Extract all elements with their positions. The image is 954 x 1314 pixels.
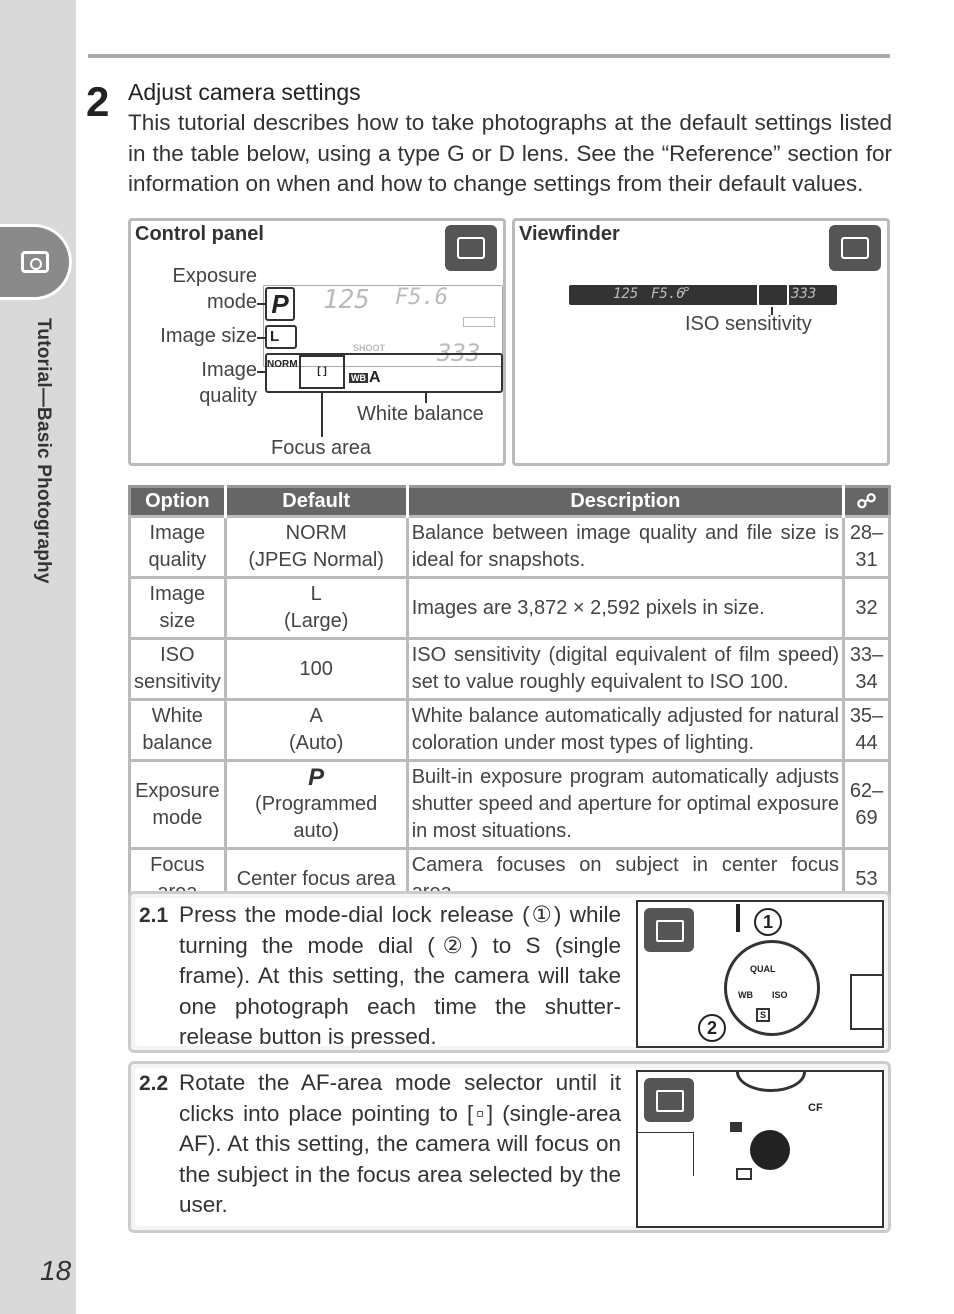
option-cell: White balance bbox=[130, 700, 226, 761]
description-cell: Built-in exposure program automatically adjusts shutter speed and aperture for optimal exposure in most situations. bbox=[407, 761, 843, 849]
callout-1: 1 bbox=[754, 908, 782, 936]
dial-label: WB bbox=[738, 990, 753, 1000]
substep-text: Press the mode-dial lock release (①) while turning the mode dial (②) to S (single frame). At this setting, the camera will take one photograph each time the shutter-release button is pressed. bbox=[179, 902, 621, 1049]
top-rule bbox=[88, 54, 890, 58]
substep-2-1 bbox=[128, 891, 891, 1053]
column-header: Default bbox=[225, 487, 407, 517]
column-header: Option bbox=[130, 487, 226, 517]
default-settings-table bbox=[128, 485, 891, 911]
description-cell: White balance automatically adjusted for natural coloration under most types of lighting. bbox=[407, 700, 843, 761]
viewfinder-figure bbox=[512, 218, 890, 466]
mode-dial bbox=[724, 940, 820, 1036]
lcd-wb-tag: WB bbox=[351, 373, 366, 383]
dial-label: QUAL bbox=[750, 964, 776, 974]
camera-body-detail bbox=[850, 974, 884, 1030]
substep-number: 2.2 bbox=[139, 1072, 169, 1095]
lcd-count: 333 bbox=[437, 339, 481, 367]
default-note: (Programmed auto) bbox=[255, 793, 378, 842]
camera-body-detail bbox=[638, 1132, 694, 1176]
selector-label: CF bbox=[808, 1102, 823, 1114]
lcd-mode: P bbox=[265, 287, 295, 321]
description-cell: Camera focuses on subject in center focus bbox=[407, 849, 843, 910]
column-header: Description bbox=[407, 487, 843, 517]
default-cell bbox=[225, 700, 407, 761]
page-ref-cell: 53 bbox=[844, 849, 890, 910]
table-row bbox=[130, 700, 890, 761]
dial-label: S bbox=[756, 1008, 770, 1022]
default-cell bbox=[225, 517, 407, 578]
vf-mode: P bbox=[683, 286, 690, 297]
option-cell: Exposure mode bbox=[130, 761, 226, 849]
description-cell: ISO sensitivity (digital equivalent of film speed) set to value roughly equivalent to ISO 100. bbox=[407, 639, 843, 700]
substep-text: Rotate the AF-area mode selector until it clicks into place pointing to [▫] (single-area AF). At this setting, the camera will focus on the subject in the focus area selected by the user. bbox=[179, 1070, 621, 1217]
lcd-wb-value: A bbox=[369, 369, 381, 386]
default-note: (Large) bbox=[283, 610, 349, 632]
lcd-aperture: F5.6 bbox=[395, 285, 448, 310]
label-white-balance: White balance bbox=[357, 403, 484, 425]
lcd-shutter: 125 bbox=[323, 285, 370, 315]
single-area-af-icon bbox=[736, 1168, 752, 1180]
page-ref-cell: 35–44 bbox=[844, 700, 890, 761]
substep-number: 2.1 bbox=[139, 904, 169, 927]
description-cell: Images are 3,872 × 2,592 pixels in size. bbox=[407, 578, 843, 639]
option-cell: Focus bbox=[130, 849, 226, 910]
table-header-row bbox=[130, 487, 890, 517]
program-mode-icon: P bbox=[308, 764, 325, 791]
default-cell bbox=[225, 639, 407, 700]
viewfinder-icon bbox=[829, 225, 881, 271]
description-cell: Balance between image quality and file size is ideal for snapshots. bbox=[407, 517, 843, 578]
down-arrow-icon bbox=[736, 904, 740, 932]
shooting-menu-icon bbox=[644, 908, 694, 952]
vf-shutter: 125 bbox=[613, 286, 639, 302]
leader-line bbox=[257, 337, 265, 339]
viewfinder-display bbox=[569, 285, 837, 305]
label-iso-sensitivity: ISO sensitivity bbox=[685, 313, 812, 335]
section-tab[interactable] bbox=[0, 224, 72, 300]
leader-line bbox=[425, 393, 427, 403]
page-ref-cell: 28–31 bbox=[844, 517, 890, 578]
lcd-quality: NORM bbox=[267, 359, 298, 370]
section-label: Tutorial—Basic Photography bbox=[33, 318, 54, 584]
default-value: NORM bbox=[285, 522, 347, 544]
focus-bracket-icon: [ ] bbox=[299, 355, 345, 389]
callout-2: 2 bbox=[698, 1014, 726, 1042]
page-ref-cell: 32 bbox=[844, 578, 890, 639]
lens-mount-edge bbox=[736, 1070, 806, 1092]
dial-label: ISO bbox=[772, 990, 788, 1000]
panel-title: Control panel bbox=[135, 223, 264, 245]
leader-line bbox=[257, 371, 265, 373]
reference-page-icon: ☍ bbox=[844, 487, 890, 517]
table-row bbox=[130, 517, 890, 578]
table-row bbox=[130, 639, 890, 700]
default-value: 100 bbox=[299, 657, 333, 680]
focus-menu-icon bbox=[644, 1078, 694, 1122]
vf-aperture: F5.6 bbox=[651, 286, 685, 302]
af-area-selector bbox=[750, 1130, 790, 1170]
leader-line bbox=[257, 303, 265, 305]
label-image-size: Image size bbox=[160, 325, 257, 347]
sidebar bbox=[0, 0, 76, 1314]
step-number: 2 bbox=[86, 78, 110, 125]
label-image-quality: Image quality bbox=[199, 359, 257, 407]
default-value: Center focus area bbox=[236, 867, 396, 890]
default-note: (Auto) bbox=[288, 732, 344, 754]
table-row bbox=[130, 761, 890, 849]
page-ref-cell: 62–69 bbox=[844, 761, 890, 849]
option-cell: Image quality bbox=[130, 517, 226, 578]
default-value: A bbox=[309, 705, 323, 727]
label-exposure-mode: Exposure mode bbox=[172, 265, 257, 313]
af-area-selector-illustration bbox=[636, 1070, 884, 1228]
panel-title: Viewfinder bbox=[519, 223, 620, 245]
page-number: 18 bbox=[40, 1255, 72, 1286]
default-note: (JPEG Normal) bbox=[248, 549, 384, 571]
lcd-size: L bbox=[265, 325, 297, 349]
default-cell bbox=[225, 761, 407, 849]
default-cell bbox=[225, 578, 407, 639]
default-value: L bbox=[310, 583, 322, 605]
iso-indicator bbox=[757, 283, 789, 307]
control-panel-figure bbox=[128, 218, 506, 466]
control-panel-icon bbox=[445, 225, 497, 271]
leader-line bbox=[321, 391, 323, 437]
step-body: This tutorial describes how to take photographs at the default settings listed in the table below, using a type G or D lens. See the “Reference” section for information on when and how to change settings from their default values. bbox=[128, 110, 892, 196]
page-ref-cell: 33–34 bbox=[844, 639, 890, 700]
table-row bbox=[130, 578, 890, 639]
option-cell: ISO sensitivity bbox=[130, 639, 226, 700]
option-cell: Image size bbox=[130, 578, 226, 639]
battery-icon bbox=[463, 317, 495, 327]
dynamic-area-icon bbox=[730, 1122, 742, 1132]
lcd-shoot: SHOOT bbox=[353, 343, 386, 353]
camera-icon bbox=[21, 251, 49, 273]
substep-2-2 bbox=[128, 1061, 891, 1233]
label-focus-area: Focus area bbox=[271, 437, 372, 459]
step-heading: Adjust camera settings bbox=[128, 79, 361, 105]
mode-dial-illustration bbox=[636, 900, 884, 1048]
vf-count: 333 bbox=[791, 286, 817, 302]
